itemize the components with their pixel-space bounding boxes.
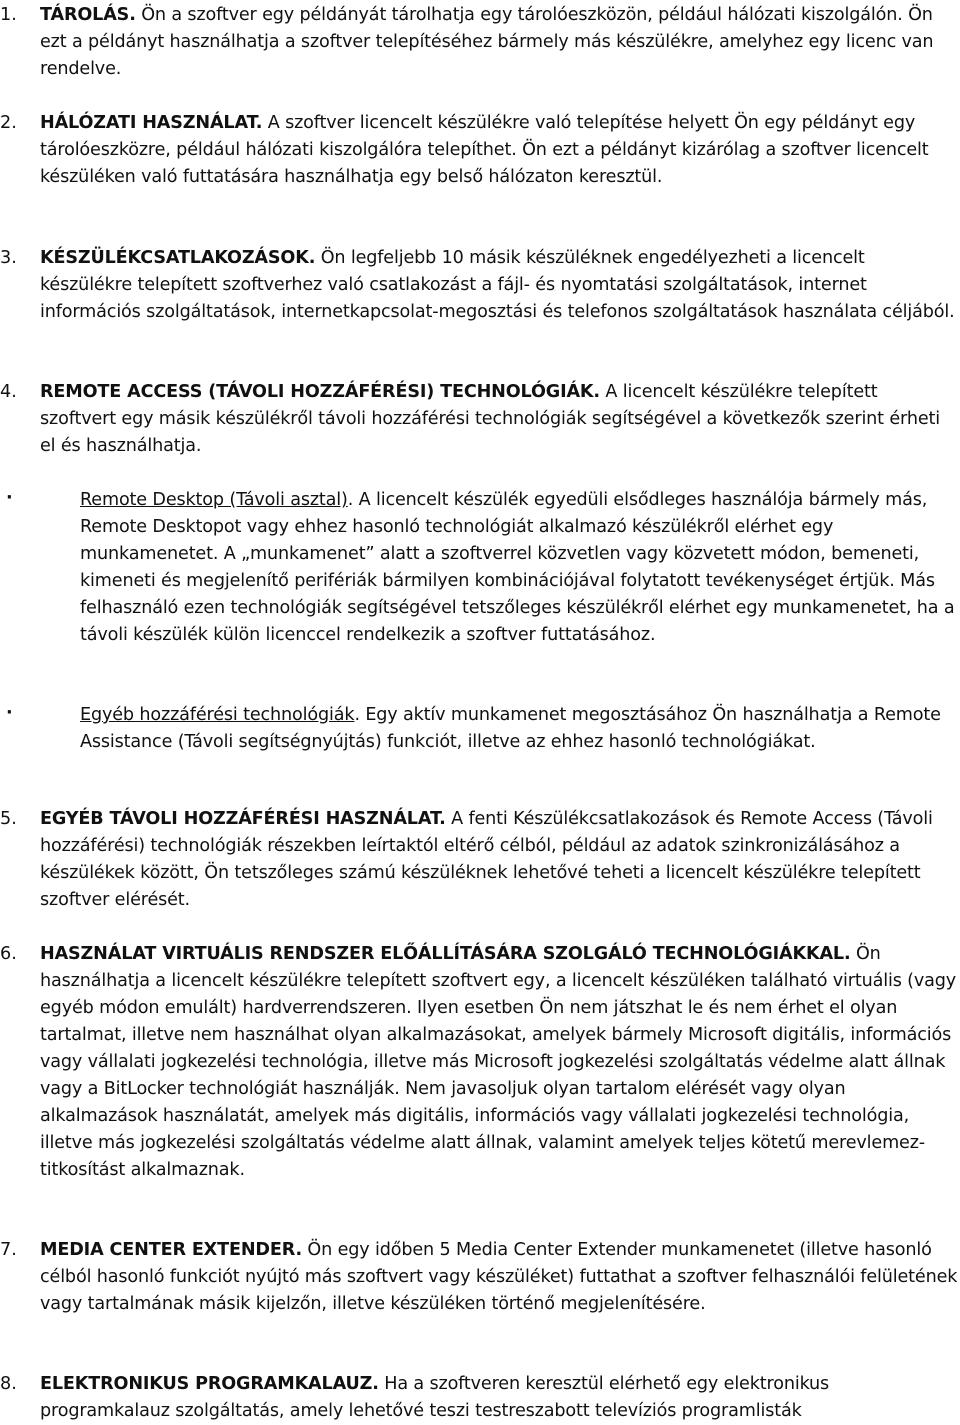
subsection-body [80,702,958,756]
section-body [40,245,958,326]
section-number: 7. [0,1240,17,1260]
subsection-body [80,487,958,649]
section-body [40,110,958,191]
section-number: 3. [0,248,17,268]
section-heading: HÁLÓZATI HASZNÁLAT. [40,113,263,133]
section-heading: HASZNÁLAT VIRTUÁLIS RENDSZER ELŐÁLLÍTÁSÁRA SZOLGÁLÓ TECHNOLÓGIÁKKAL. [40,944,851,964]
section-heading: EGYÉB TÁVOLI HOZZÁFÉRÉSI HASZNÁLAT. [40,809,446,829]
section-number: 2. [0,113,17,133]
section-heading: ELEKTRONIKUS PROGRAMKALAUZ. [40,1374,379,1394]
bullet-marker: · [6,703,13,723]
section-number: 6. [0,944,17,964]
subsection-text: . A licencelt készülék egyedüli elsődleges használója bármely más, Remote Desktopot vagy ehhez hasonló technológiát alkalmazó készülékről elérhet egy munkamenetet. A „munkamenet” alatt a szoftverrel közvetlen vagy közvetett módon, bemeneti, kimeneti és megjelenítő perifériák bármilyen kombinációjával folytatott tevékenységet értjük. Más felhasználó ezen technológiák segítségével tetszőleges készülékről elérhet egy munkamenetet, ha a távoli készülék külön licenccel rendelkezik a szoftver futtatásához. [80,490,955,645]
section-text: A licencelt készülékre telepített szoftvert egy másik készülékről távoli hozzáférési technológiák segítségével a következők szerint érheti el és használhatja. [40,382,940,456]
section-body [40,379,958,460]
section-body [40,2,958,83]
section-heading: REMOTE ACCESS (TÁVOLI HOZZÁFÉRÉSI) TECHNOLÓGIÁK. [40,382,600,402]
section-number: 8. [0,1374,17,1394]
section-text: Ön használhatja a licencelt készülékre telepített szoftvert egy, a licencelt készüléken található virtuális (vagy egyéb módon emulált) hardverrendszeren. Ilyen esetben Ön nem játszhat le és nem érhet el olyan tartalmat, illetve nem használhat olyan alkalmazásokat, amelyek bármely Microsoft digitális, információs vagy vállalati jogkezelési technológia, illetve más Microsoft jogkezelési szolgáltatás védelme alatt állnak vagy a BitLocker technológiát használják. Nem javasoljuk olyan tartalom elérését vagy olyan alkalmazások használatát, amelyek más digitális, információs vagy vállalati jogkezelési technológia, illetve más jogkezelési szolgáltatás védelme alatt állnak, valamint amelyek teljes kötetű merevlemez-titkosítást alkalmaznak. [40,944,957,1180]
section-text: Ön legfeljebb 10 másik készüléknek engedélyezheti a licencelt készülékre telepített szoftverhez való csatlakozást a fájl- és nyomtatási szolgáltatások, internet információs szolgáltatások, internetkapcsolat-megosztási és telefonos szolgáltatások használata céljából. [40,248,955,322]
section-body [40,1237,958,1318]
section-number: 4. [0,382,17,402]
section-text: Ha a szoftveren keresztül elérhető egy elektronikus programkalauz szolgáltatás, amely lehetővé teszi testreszabott televíziós programlisták [40,1374,830,1421]
subsection-text: . Egy aktív munkamenet megosztásához Ön használhatja a Remote Assistance (Távoli segítségnyújtás) funkciót, illetve az ehhez hasonló technológiákat. [80,705,941,752]
section-number: 1. [0,5,17,25]
section-body [40,806,958,914]
subsection-title: Remote Desktop (Távoli asztal) [80,490,348,510]
section-heading: TÁROLÁS. [40,5,136,25]
section-heading: KÉSZÜLÉKCSATLAKOZÁSOK. [40,248,316,268]
section-number: 5. [0,809,17,829]
section-text: A szoftver licencelt készülékre való telepítése helyett Ön egy példányt egy tárolóeszközre, például hálózati kiszolgálóra telepíthet. Ön ezt a példányt kizárólag a szoftver licencelt készüléken való futtatására használhatja egy belső hálózaton keresztül. [40,113,929,187]
bullet-marker: · [6,488,13,508]
section-body [40,941,958,1184]
section-body [40,1371,958,1425]
section-heading: MEDIA CENTER EXTENDER. [40,1240,302,1260]
section-text: A fenti Készülékcsatlakozások és Remote Access (Távoli hozzáférési) technológiák részekben leírtaktól eltérő célból, például az adatok szinkronizálásához a készülékek között, Ön tetszőleges számú készüléknek lehetővé teheti a licencelt készülékre telepített szoftver elérését. [40,809,933,910]
section-text: Ön egy időben 5 Media Center Extender munkamenetet (illetve hasonló célból hasonló funkciót nyújtó más szoftvert vagy készüléket) futtathat a szoftver felhasználói felületének vagy tartalmának másik kijelzőn, illetve készüléken történő megjelenítésére. [40,1240,958,1314]
section-text: Ön a szoftver egy példányát tárolhatja egy tárolóeszközön, például hálózati kiszolgálón. Ön ezt a példányt használhatja a szoftver telepítéséhez bármely más készülékre, amelyhez egy licenc van rendelve. [40,5,934,79]
subsection-title: Egyéb hozzáférési technológiák [80,705,355,725]
